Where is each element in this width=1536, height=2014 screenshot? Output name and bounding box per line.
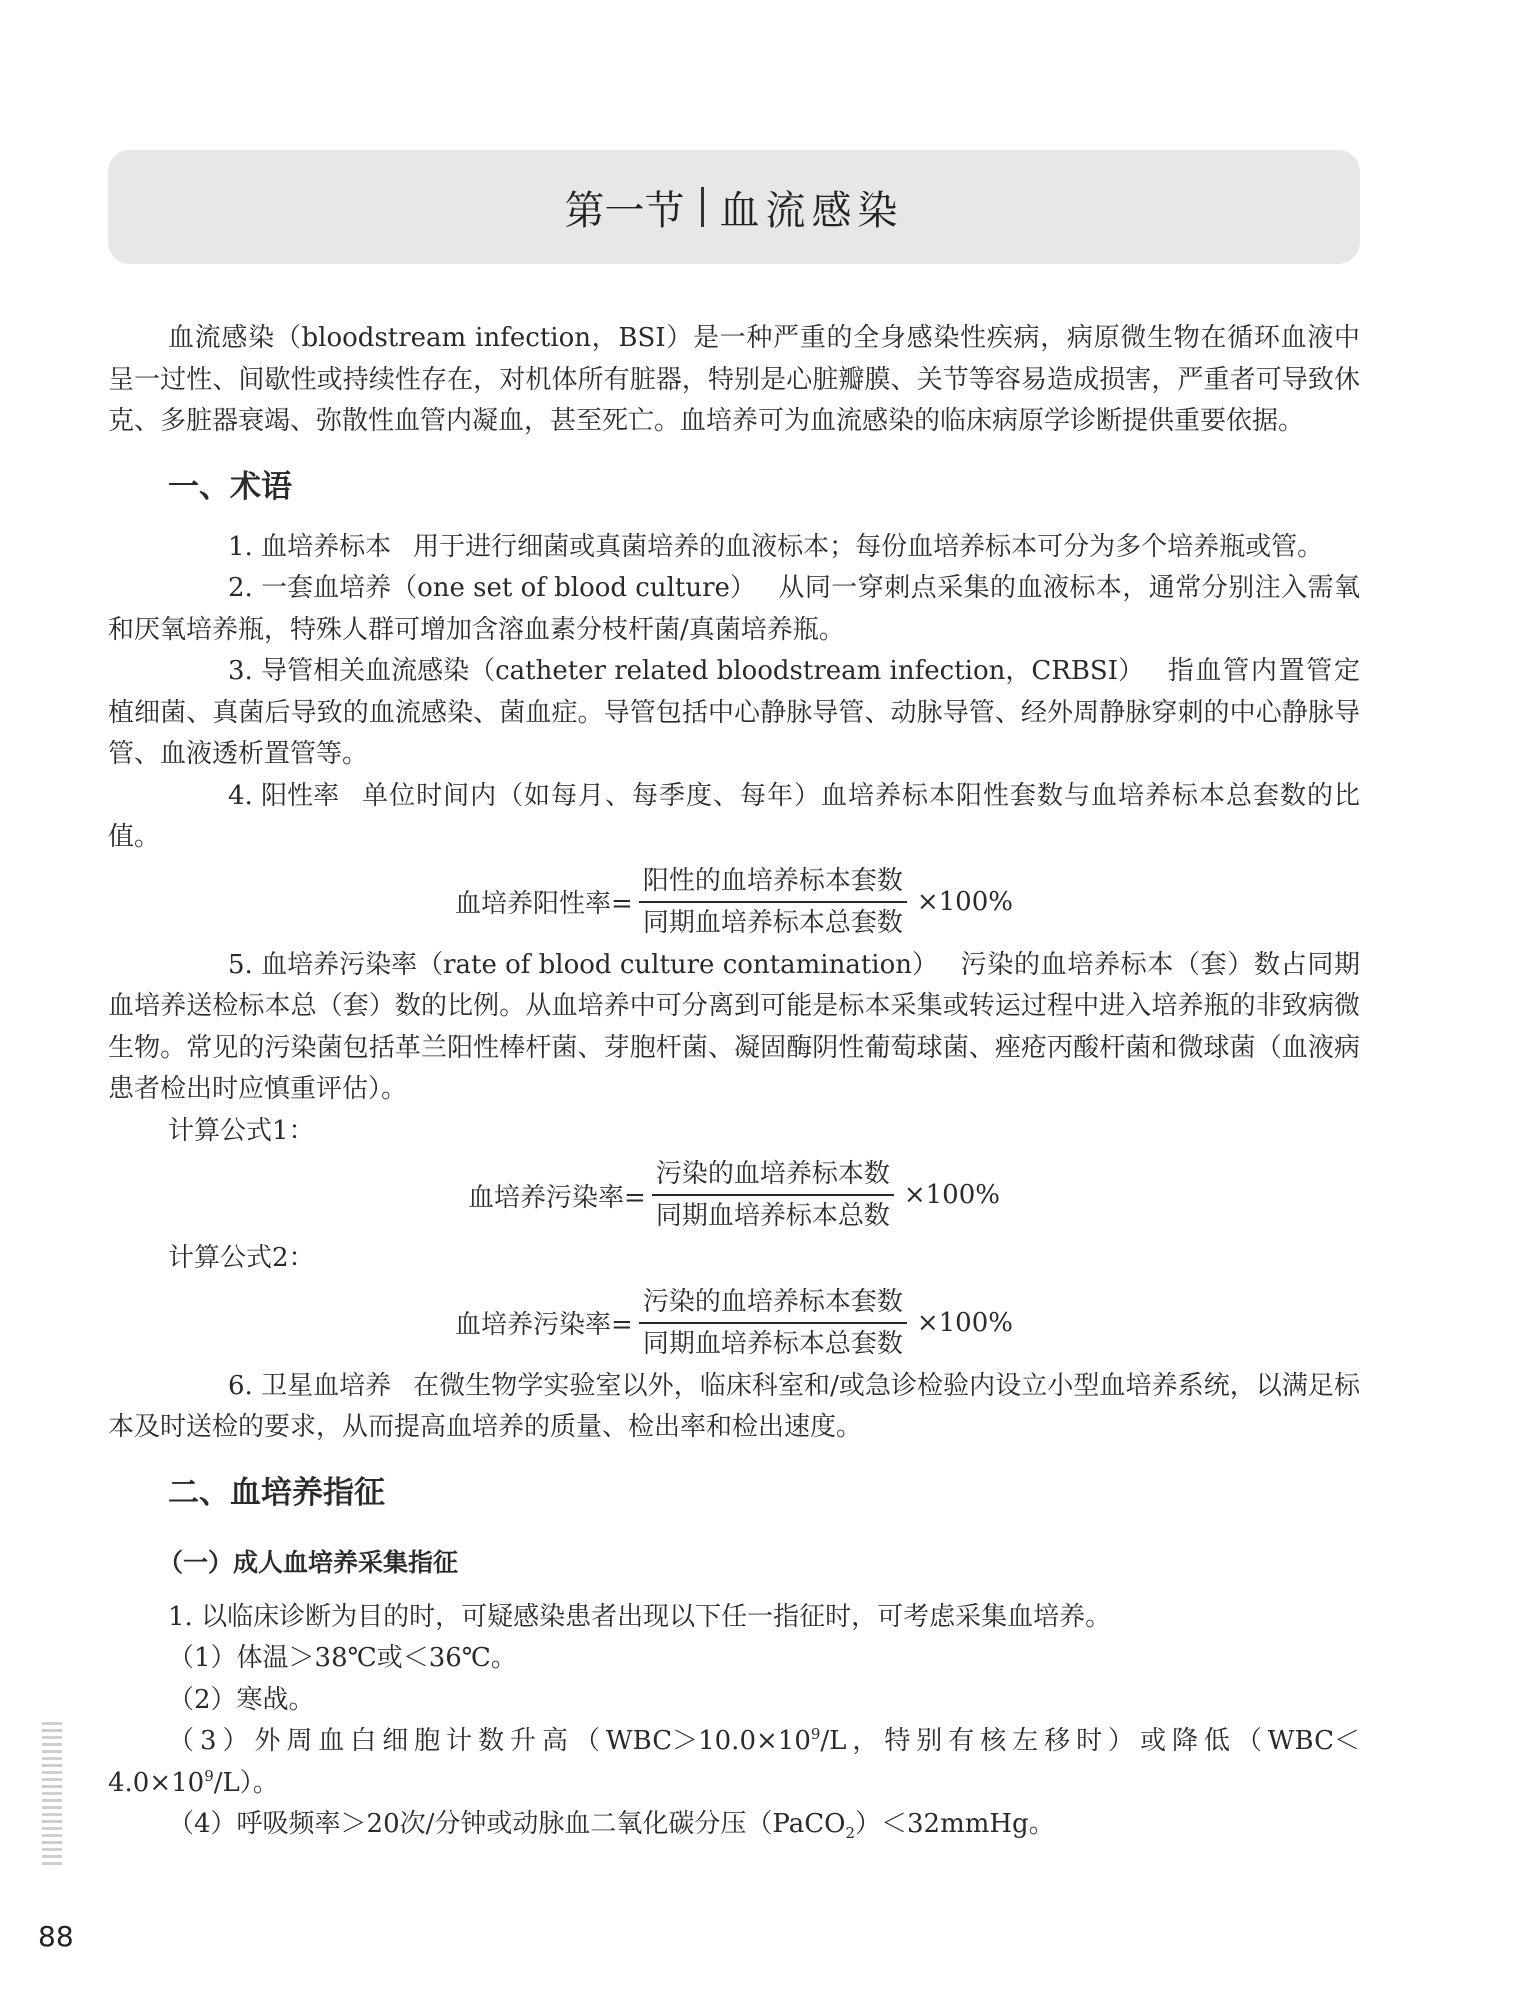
formula-positive-rate — [108, 859, 1360, 945]
formula-contamination-2 — [108, 1280, 1360, 1366]
term-text: 从同一穿刺点采集的血液标本，通常分别注入需氧和厌氧培养瓶，特殊人群可增加含溶血素分枝杆菌/真菌培养瓶。 — [108, 573, 1360, 645]
term-label: 6. 卫星血培养 — [228, 1370, 392, 1401]
subheading-adult-indications: （一）成人血培养采集指征 — [158, 1547, 459, 1577]
formula-multiplier: ×100% — [903, 1180, 1000, 1210]
term-text: 用于进行细菌或真菌培养的血液标本；每份血培养标本可分为多个培养瓶或管。 — [413, 531, 1324, 562]
term-text: 指血管内置管定植细菌、真菌后导致的血流感染、菌血症。导管包括中心静脉导管、动脉导管、经外周静脉穿刺的中心静脉导管、血液透析置管等。 — [108, 656, 1360, 769]
title-divider — [701, 187, 704, 227]
criterion-chills: （2）寒战。 — [168, 1684, 315, 1715]
formula-contamination-1 — [108, 1152, 1360, 1238]
term-text: 在微生物学实验室以外，临床科室和/或急诊检验内设立小型血培养系统，以满足标本及时送检的要求，从而提高血培养的质量、检出率和检出速度。 — [108, 1370, 1360, 1442]
calc-formula-2-label: 计算公式2： — [168, 1243, 315, 1273]
formula-denominator: 同期血培养标本总套数 — [642, 907, 903, 938]
page-content — [108, 318, 1360, 1846]
term-item-1 — [108, 527, 1360, 569]
formula-fraction — [639, 862, 907, 942]
calc-formula-1-label: 计算公式1： — [168, 1115, 315, 1146]
indication-lead: 1. 以临床诊断为目的时，可疑感染患者出现以下任一指征时，可考虑采集血培养。 — [168, 1601, 1112, 1632]
formula-denominator: 同期血培养标本总数 — [655, 1201, 890, 1231]
criterion-wbc-part: （3）外周血白细胞计数升高（WBC＞10.0×10 — [168, 1726, 811, 1756]
term-item-5 — [108, 945, 1360, 1111]
term-label: 3. 导管相关血流感染（catheter related bloodstream infection，CRBSI） — [228, 656, 1145, 686]
term-label: 2. 一套血培养（one set of blood culture） — [228, 573, 756, 603]
section-title-box — [108, 150, 1360, 264]
term-text: 单位时间内（如每月、每季度、每年）血培养标本阳性套数与血培养标本总套数的比值。 — [108, 780, 1360, 852]
formula-lhs: 血培养污染率= — [468, 1182, 646, 1213]
criterion-wbc — [108, 1721, 1360, 1804]
term-label: 4. 阳性率 — [228, 780, 340, 811]
exponent: 9 — [810, 1725, 821, 1743]
criterion-resp-part: ）＜32mmHg。 — [854, 1809, 1055, 1839]
formula-numerator: 污染的血培养标本数 — [652, 1155, 894, 1196]
criterion-temperature: （1）体温＞38℃或＜36℃。 — [168, 1643, 517, 1673]
subscript: 2 — [845, 1824, 855, 1842]
section-number: 第一节 — [564, 187, 685, 234]
heading-terms: 一、术语 — [168, 468, 292, 505]
term-item-4 — [108, 776, 1360, 859]
formula-numerator: 污染的血培养标本套数 — [639, 1283, 907, 1324]
formula-multiplier: ×100% — [916, 1307, 1013, 1338]
criterion-wbc-part: /L）。 — [213, 1767, 279, 1798]
formula-fraction — [639, 1283, 907, 1363]
page-number: 88 — [38, 1920, 74, 1953]
term-item-6 — [108, 1366, 1360, 1449]
exponent: 9 — [204, 1766, 214, 1785]
criterion-wbc-part: /L，特别有核左移时）或降低（WBC＜4.0×10 — [108, 1726, 1361, 1798]
margin-tick-marks — [42, 1722, 62, 1869]
criterion-resp-part: （4）呼吸频率＞20次/分钟或动脉血二氧化碳分压（PaCO — [168, 1809, 846, 1839]
term-item-2 — [108, 568, 1360, 651]
formula-lhs: 血培养阳性率= — [455, 889, 633, 919]
formula-lhs: 血培养污染率= — [455, 1310, 633, 1340]
intro-paragraph: 血流感染（bloodstream infection，BSI）是一种严重的全身感染性疾病，病原微生物在循环血液中呈一过性、间歇性或持续性存在，对机体所有脏器，特别是心脏瓣膜、关节等容易造成损害，严重者可导致休克、多脏器衰竭、弥散性血管内凝血，甚至死亡。血培养可为血流感染的临床病原学诊断提供重要依据。 — [108, 323, 1360, 436]
criterion-respiration — [108, 1804, 1360, 1846]
term-item-3 — [108, 651, 1360, 776]
formula-denominator: 同期血培养标本总套数 — [642, 1328, 903, 1359]
section-title: 血流感染 — [719, 187, 904, 234]
formula-multiplier: ×100% — [916, 886, 1013, 917]
heading-indications: 二、血培养指征 — [168, 1474, 385, 1511]
term-label: 5. 血培养污染率（rate of blood culture contamination） — [228, 949, 938, 980]
term-label: 1. 血培养标本 — [228, 531, 392, 562]
term-text: 污染的血培养标本（套）数占同期血培养送检标本总（套）数的比例。从血培养中可分离到可能是标本采集或转运过程中进入培养瓶的非致病微生物。常见的污染菌包括革兰阳性棒杆菌、芽胞杆菌、凝固酶阴性葡萄球菌、痤疮丙酸杆菌和微球菌（血液病患者检出时应慎重评估）。 — [108, 949, 1360, 1104]
formula-fraction — [652, 1155, 894, 1235]
formula-numerator: 阳性的血培养标本套数 — [639, 862, 907, 903]
